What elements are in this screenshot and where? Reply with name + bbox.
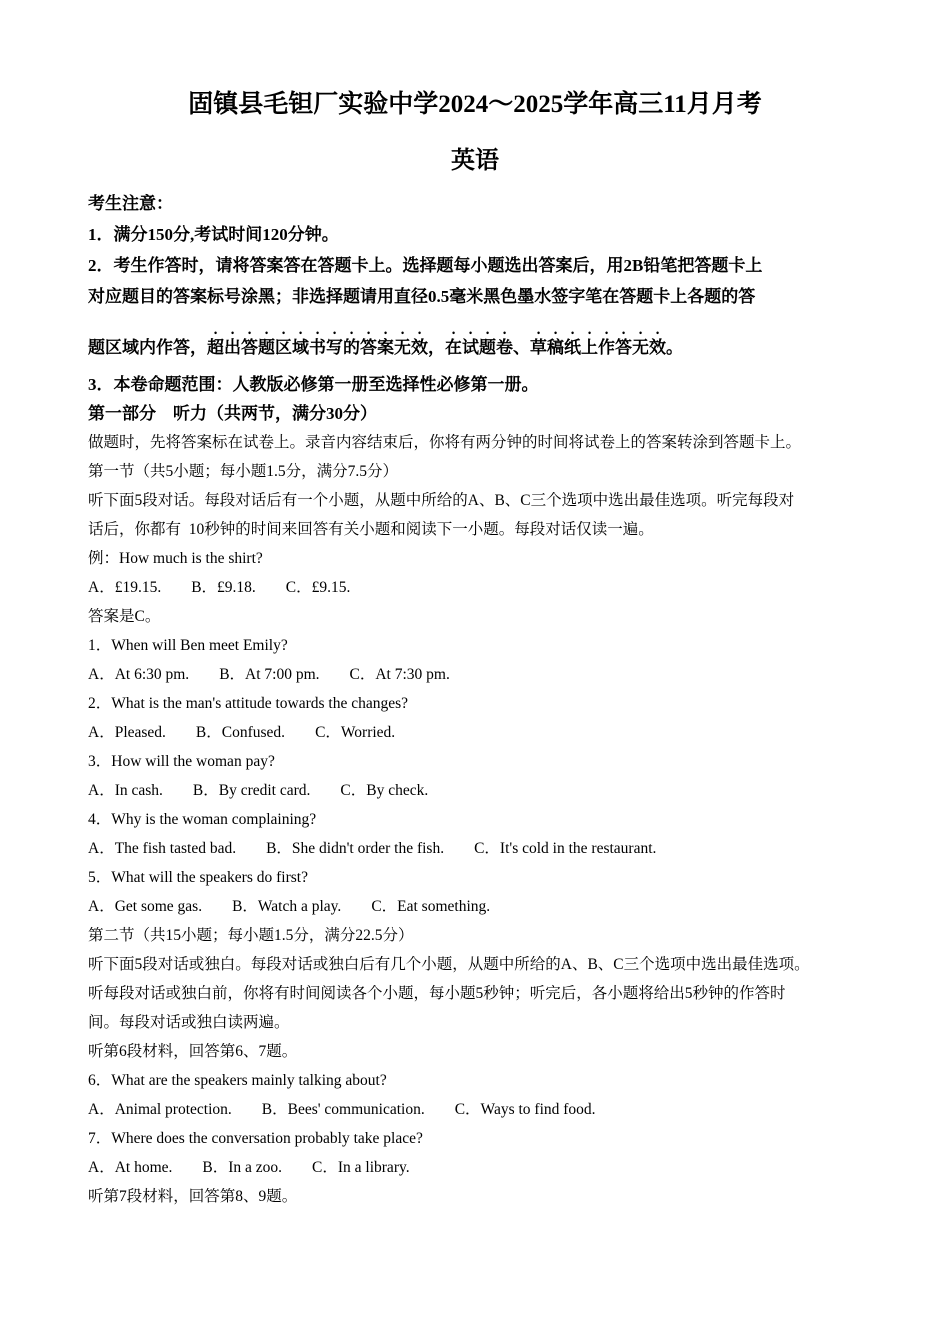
question-options	[88, 776, 888, 805]
section2-instructions: 听下面5段对话或独白。每段对话或独白后有几个小题，从题中所给的A、B、C三个选项中选出最佳选项。	[88, 956, 810, 973]
section1-instructions: 听下面5段对话。每段对话后有一个小题，从题中所给的A、B、C三个选项中选出最佳选项。听完每段对	[88, 492, 795, 509]
option: A．At 6:30 pm.	[88, 666, 190, 683]
option: C．Ways to find food.	[454, 1101, 596, 1118]
option: B．£9.18.	[191, 579, 256, 596]
part1-intro: 做题时，先将答案标在试卷上。录音内容结束后，你将有两分钟的时间将试卷上的答案转涂到答题卡上。	[88, 434, 802, 451]
example-answer: 答案是C。	[88, 608, 161, 625]
option: B．Bees' communication.	[261, 1101, 425, 1118]
notice-item-1: 1．满分150分,考试时间120分钟。	[88, 225, 339, 244]
emphasized-text: 超出答题区域书写的答案无效	[207, 338, 428, 357]
option: A．At home.	[88, 1159, 173, 1176]
notice-heading: 考生注意：	[88, 194, 173, 213]
example-options	[88, 573, 888, 602]
notice-item-3: 3．本卷命题范围：人教版必修第一册至选择性必修第一册。	[88, 375, 539, 394]
text: 。	[666, 338, 683, 357]
question: 6．What are the speakers mainly talking about?	[88, 1072, 387, 1089]
exam-content	[88, 188, 888, 1211]
option: C．£9.15.	[285, 579, 351, 596]
section2-instructions: 间。每段对话或独白读两遍。	[88, 1014, 290, 1031]
exam-title: 固镇县毛钽厂实验中学2024～2025学年高三11月月考	[188, 91, 762, 118]
option: C．In a library.	[312, 1159, 410, 1176]
text: 题区域内作答，	[88, 338, 207, 357]
option: C．It's cold in the restaurant.	[474, 840, 657, 857]
option: A．£19.15.	[88, 579, 162, 596]
option: B．At 7:00 pm.	[219, 666, 320, 683]
material-7-note: 听第7段材料，回答第8、9题。	[88, 1188, 298, 1205]
option: C．By check.	[340, 782, 429, 799]
notice-item-2-line-3	[88, 312, 888, 360]
option: B．By credit card.	[192, 782, 311, 799]
option: B．She didn't order the fish.	[266, 840, 445, 857]
question: 2．What is the man's attitude towards the changes?	[88, 695, 409, 712]
notice-item-2-line-2: 对应题目的答案标号涂黑；非选择题请用直径0.5毫米黑色墨水签字笔在答题卡上各题的答	[88, 287, 756, 306]
option: A．Get some gas.	[88, 898, 203, 915]
question: 3．How will the woman pay?	[88, 753, 275, 770]
question: 7．Where does the conversation probably take place?	[88, 1130, 423, 1147]
emphasized-text: 草稿纸上作答无效	[530, 338, 666, 357]
option: A．Animal protection.	[88, 1101, 232, 1118]
exam-subject: 英语	[451, 148, 499, 174]
notice-item-2-line-1: 2．考生作答时，请将答案答在答题卡上。选择题每小题选出答案后，用2B铅笔把答题卡上	[88, 256, 763, 275]
question-options	[88, 1095, 888, 1124]
section2-heading: 第二节（共15小题；每小题1.5分，满分22.5分）	[88, 927, 414, 944]
option: A．Pleased.	[88, 724, 166, 741]
option: B．Confused.	[195, 724, 286, 741]
section1-instructions: 话后，你都有 10秒钟的时间来回答有关小题和阅读下一小题。每段对话仅读一遍。	[88, 521, 654, 538]
section1-heading: 第一节（共5小题；每小题1.5分，满分7.5分）	[88, 463, 399, 480]
option: A．In cash.	[88, 782, 163, 799]
question: 5．What will the speakers do first?	[88, 869, 308, 886]
section1-questions	[88, 631, 888, 921]
question-options	[88, 1153, 888, 1182]
example-question: 例：How much is the shirt?	[88, 550, 263, 567]
text: ，	[428, 338, 445, 357]
option: C．Worried.	[315, 724, 396, 741]
section2-questions	[88, 1066, 888, 1182]
option: B．Watch a play.	[232, 898, 342, 915]
question: 1．When will Ben meet Emily?	[88, 637, 288, 654]
question-options	[88, 892, 888, 921]
text: 、	[513, 338, 530, 357]
section2-instructions: 听每段对话或独白前，你将有时间阅读各个小题，每小题5秒钟；听完后，各小题将给出5秒钟的作答时	[88, 985, 786, 1002]
material-6-note: 听第6段材料，回答第6、7题。	[88, 1043, 298, 1060]
option: C．At 7:30 pm.	[349, 666, 450, 683]
question-options	[88, 834, 888, 863]
option: A．The fish tasted bad.	[88, 840, 237, 857]
emphasized-text: 在试题卷	[445, 338, 513, 357]
part1-heading: 第一部分 听力（共两节，满分30分）	[88, 404, 377, 423]
option: C．Eat something.	[371, 898, 491, 915]
question-options	[88, 718, 888, 747]
option: B．In a zoo.	[202, 1159, 283, 1176]
question: 4．Why is the woman complaining?	[88, 811, 317, 828]
question-options	[88, 660, 888, 689]
